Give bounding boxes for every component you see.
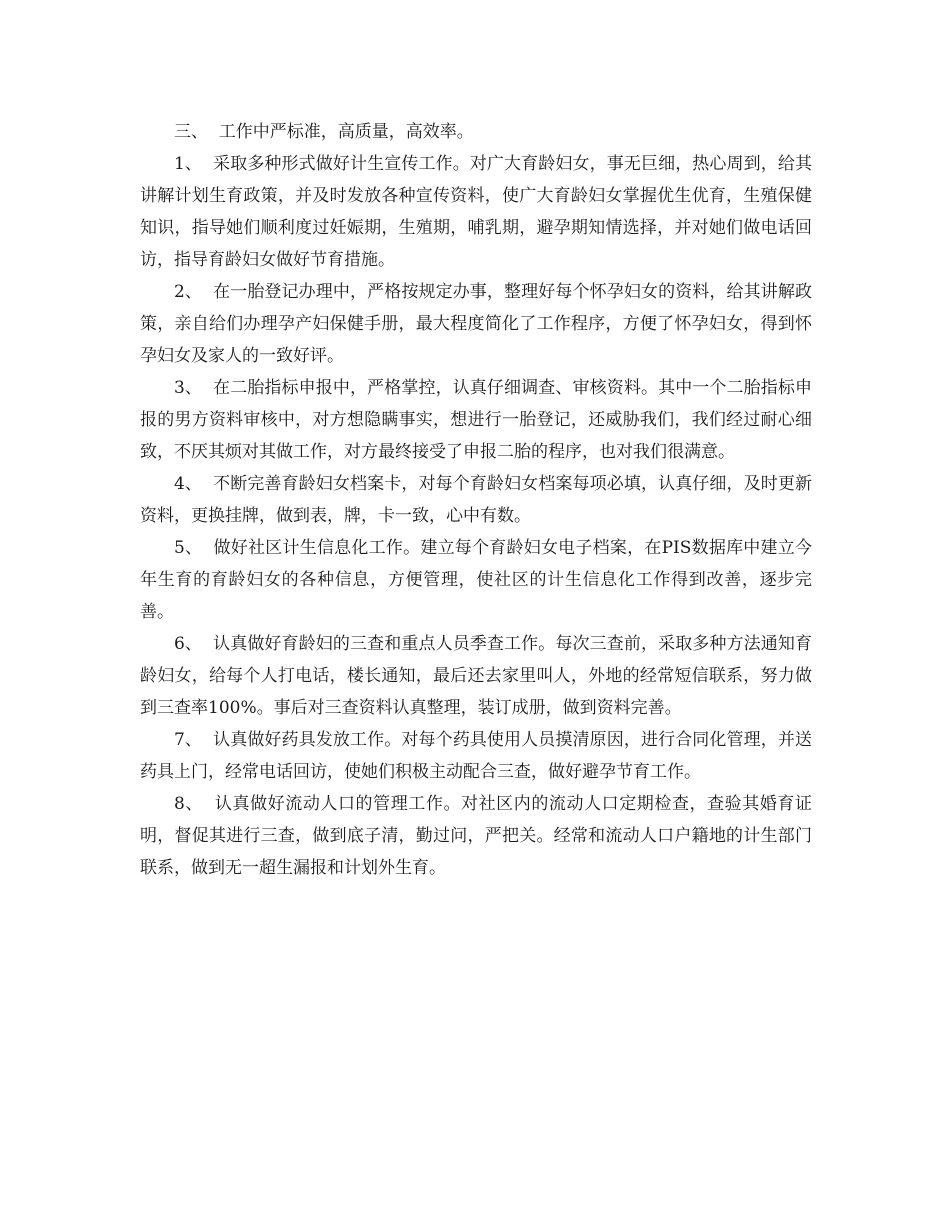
paragraph-item-7: 7、 认真做好药具发放工作。对每个药具使用人员摸清原因，进行合同化管理，并送药具上门，经常电话回访，使她们积极主动配合三查，做好避孕节育工作。 [140, 730, 812, 782]
paragraph-item-3: 3、 在二胎指标申报中，严格掌控，认真仔细调查、审核资料。其中一个二胎指标申报的男方资料审核中，对方想隐瞒事实，想进行一胎登记，还威胁我们，我们经过耐心细致，不厌其烦对其做工作，对方最终接受了申报二胎的程序，也对我们很满意。 [140, 378, 812, 462]
section-heading: 三、 工作中严标准，高质量，高效率。 [174, 122, 474, 142]
paragraph-item-5: 5、 做好社区计生信息化工作。建立每个育龄妇女电子档案，在PIS数据库中建立今年生育的育龄妇女的各种信息，方便管理，使社区的计生信息化工作得到改善，逐步完善。 [140, 538, 812, 622]
paragraph-item-2: 2、 在一胎登记办理中，严格按规定办事，整理好每个怀孕妇女的资料，给其讲解政策，亲自给们办理孕产妇保健手册，最大程度简化了工作程序，方便了怀孕妇女，得到怀孕妇女及家人的一致好评。 [140, 282, 812, 366]
document-body [140, 116, 812, 884]
paragraph-item-8: 8、 认真做好流动人口的管理工作。对社区内的流动人口定期检查，查验其婚育证明，督促其进行三查，做到底子清，勤过问，严把关。经常和流动人口户籍地的计生部门联系，做到无一超生漏报和计划外生育。 [140, 794, 812, 878]
paragraph-item-1: 1、 采取多种形式做好计生宣传工作。对广大育龄妇女，事无巨细，热心周到，给其讲解计划生育政策，并及时发放各种宣传资料，使广大育龄妇女掌握优生优育，生殖保健知识，指导她们顺利度过妊娠期，生殖期，哺乳期，避孕期知情选择，并对她们做电话回访，指导育龄妇女做好节育措施。 [140, 154, 812, 270]
paragraph-item-4: 4、 不断完善育龄妇女档案卡，对每个育龄妇女档案每项必填，认真仔细，及时更新资料，更换挂牌，做到表，牌，卡一致，心中有数。 [140, 474, 812, 526]
paragraph-item-6: 6、 认真做好育龄妇的三查和重点人员季查工作。每次三查前，采取多种方法通知育龄妇女，给每个人打电话，楼长通知，最后还去家里叫人，外地的经常短信联系，努力做到三查率100%。事后对三查资料认真整理，装订成册，做到资料完善。 [140, 634, 812, 718]
